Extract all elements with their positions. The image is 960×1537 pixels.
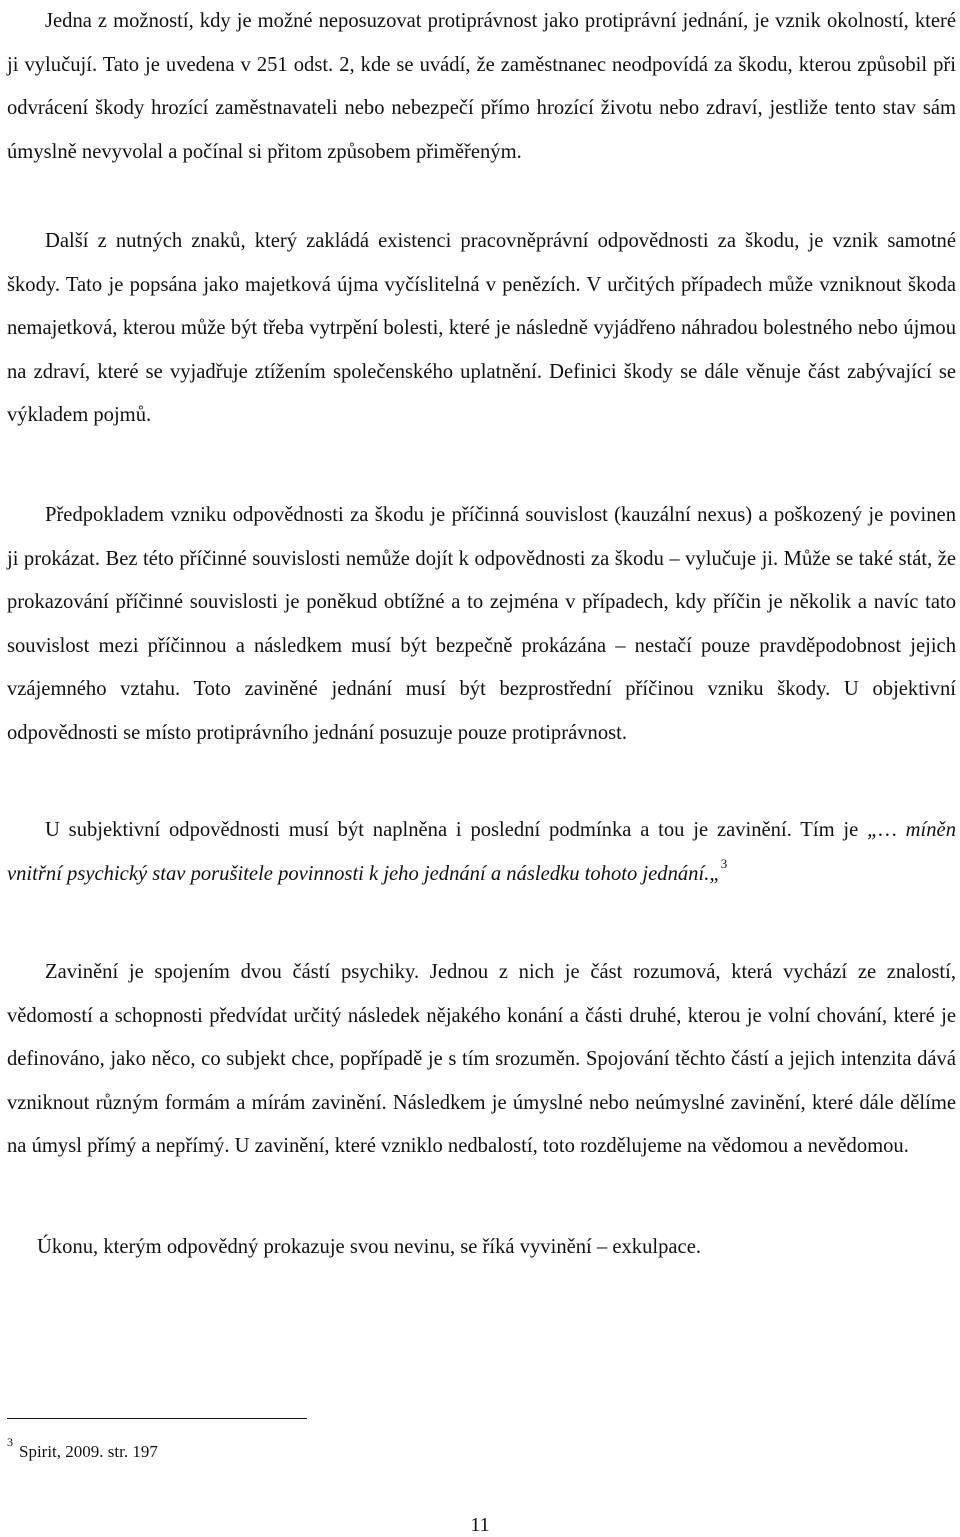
paragraph-damage: Další z nutných znaků, který zakládá existenci pracovněprávní odpovědnosti za škodu, je vznik samotné škody. Tato je popsána jako majetková újma vyčíslitelná v penězích. V určitých případech může vzniknout škoda nemajetková, kterou může být třeba vytrpění bolesti, které je následně vyjádřeno náhradou bolestného nebo újmou na zdraví, které se vyjadřuje ztížením společenského uplatnění. Definici škody se dále věnuje část zabývající se výkladem pojmů.	[7, 230, 956, 426]
footnote-reference[interactable]: 3	[720, 855, 728, 871]
page-number: 11	[470, 1514, 490, 1536]
footnote	[7, 1432, 707, 1472]
paragraph-causal-nexus: Předpokladem vzniku odpovědnosti za škodu je příčinná souvislost (kauzální nexus) a poškozený je povinen ji prokázat. Bez této příčinné souvislosti nemůže dojít k odpovědnosti za škodu – vylučuje ji. Může se také stát, že prokazování příčinné souvislosti je poněkud obtížné a to zejména v případech, kdy příčin je několik a navíc tato souvislost mezi příčinnou a následkem musí být bezpečně prokázána – nestačí pouze pravděpodobnost jejich vzájemného vztahu. Toto zaviněné jednání musí být bezprostřední příčinou vzniku škody. U objektivní odpovědnosti se místo protiprávního jednání posuzuje pouze protiprávnost.	[7, 504, 956, 744]
paragraph-forms-of-fault: Zavinění je spojením dvou částí psychiky. Jednou z nich je část rozumová, která vychází ze znalostí, vědomostí a schopnosti předvídat určitý následek nějakého konání a části druhé, kterou je volní chování, které je definováno, jako něco, co subjekt chce, popřípadě je s tím srozuměn. Spojování těchto částí a jejich intenzita dává vzniknout různým formám a mírám zavinění. Následkem je úmyslné nebo neúmyslné zavinění, které dále dělíme na úmysl přímý a nepřímý. U zavinění, které vzniklo nedbalostí, toto rozdělujeme na vědomou a nevědomou.	[7, 961, 956, 1157]
footnote-separator	[7, 1418, 307, 1419]
footnote-text: Spirit, 2009. str. 197	[19, 1442, 158, 1461]
paragraph-fault-definition	[7, 809, 956, 896]
footnote-number: 3	[7, 1435, 13, 1450]
paragraph-exculpation: Úkonu, kterým odpovědný prokazuje svou nevinu, se říká vyvinění – exkulpace.	[37, 1236, 701, 1258]
paragraph-exclusion-of-unlawfulness: Jedna z možností, kdy je možné neposuzovat protiprávnost jako protiprávní jednání, je vznik okolností, které ji vylučují. Tato je uvedena v 251 odst. 2, kde se uvádí, že zaměstnanec neodpovídá za škodu, kterou způsobil při odvrácení škody hrozící zaměstnavateli nebo nebezpečí přímo hrozící životu nebo zdraví, jestliže tento stav sám úmyslně nevyvolal a počínal si přitom způsobem přiměřeným.	[7, 10, 956, 163]
paragraph-fault-intro: U subjektivní odpovědnosti musí být naplněna i poslední podmínka a tou je zavinění. Tím je	[45, 819, 868, 841]
fault-quote: „… míněn vnitřní psychický stav porušitele povinnosti k jeho jednání a následku tohoto jednání.„	[7, 819, 956, 885]
